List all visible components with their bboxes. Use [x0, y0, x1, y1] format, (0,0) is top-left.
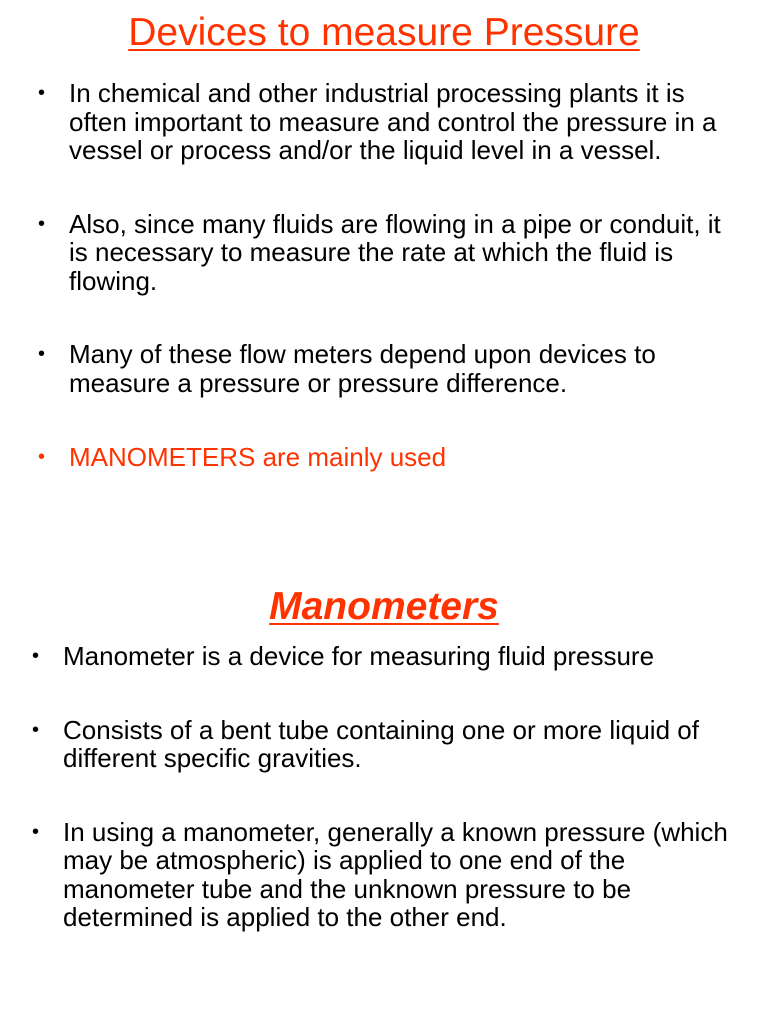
bullet-text: Many of these flow meters depend upon devices to measure a pressure or pressure difference.	[69, 339, 656, 398]
pressure-devices-bullet-list	[38, 79, 738, 472]
bullet-item	[32, 716, 742, 773]
bullet-text: MANOMETERS are mainly used	[69, 442, 447, 472]
bullet-text: Consists of a bent tube containing one or more liquid of different specific gravities.	[63, 714, 699, 773]
bullet-text: In chemical and other industrial processing plants it is often important to measure and control the pressure in a vessel or process and/or the liquid level in a vessel.	[69, 78, 717, 165]
page-title: Devices to measure Pressure	[128, 11, 640, 54]
bullet-dot-icon: •	[32, 820, 40, 843]
bullet-dot-icon: •	[38, 343, 46, 365]
manometers-bullet-list	[32, 642, 742, 932]
bullet-text: In using a manometer, generally a known pressure (which may be atmospheric) is applied to one end of the manometer tube and the unknown pressure to be determined is applied to the other end.	[63, 816, 728, 932]
highlighted-bullet-item	[38, 443, 738, 472]
bullet-item	[32, 642, 742, 671]
bullet-dot-icon: •	[32, 645, 40, 667]
bullet-dot-icon: •	[38, 82, 46, 104]
bullet-text: Also, since many fluids are flowing in a pipe or conduit, it is necessary to measure the rate at which the fluid is flowing.	[69, 208, 721, 296]
bullet-dot-icon: •	[38, 212, 46, 235]
bullet-dot-icon: •	[38, 446, 46, 468]
section-title: Manometers	[269, 585, 499, 628]
bullet-item	[38, 79, 738, 165]
bullet-item	[32, 818, 742, 932]
bullet-text: Manometer is a device for measuring fluid pressure	[63, 641, 655, 671]
bullet-item	[38, 340, 738, 397]
bullet-dot-icon: •	[32, 718, 40, 741]
bullet-item	[38, 210, 738, 296]
